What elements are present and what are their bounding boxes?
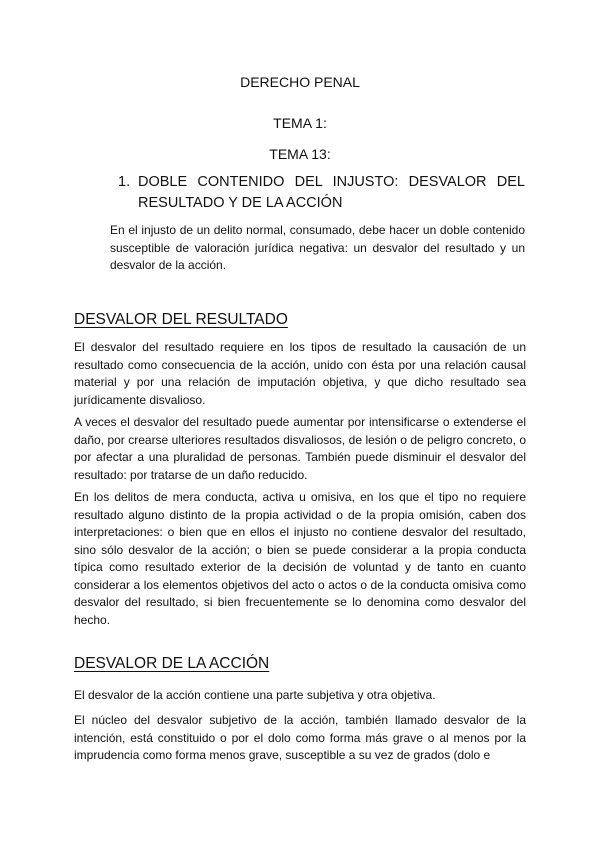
heading-number: 1. [118,174,131,190]
paragraph: El desvalor del resultado requiere en los tipos de resultado la causación de un resultado como consecuencia de la acción, unido con ésta por una relación causal material y por una relación de imputación objetiva, y que dicho resultado sea jurídicamente disvalioso. [74,340,526,407]
heading-text [138,172,525,214]
section-heading-desvalor-resultado: DESVALOR DEL RESULTADO [74,311,288,328]
tema-label-1: TEMA 1: [273,115,327,131]
paragraph: El núcleo del desvalor subjetivo de la acción, también llamado desvalor de la intención, está constituido o por el dolo como forma más grave o al menos por la imprudencia como forma menos grave, susceptible a su vez de grados (dolo e [74,713,526,762]
paragraph: El desvalor de la acción contiene una parte subjetiva y otra objetiva. [74,688,436,702]
paragraph: A veces el desvalor del resultado puede aumentar por intensificarse o extenderse el daño, por crearse ulteriores resultados disvaliosos, de lesión o de peligro concreto, o por afectar a una pluralidad de personas. También puede disminuir el desvalor del resultado: por tratarse de un daño reducido. [74,415,526,482]
paragraph: En los delitos de mera conducta, activa u omisiva, en los que el tipo no requiere resultado alguno distinto de la propia actividad o de la propia omisión, caben dos interpretaciones: o bien que en ellos el injusto no contiene desvalor del resultado, sino sólo desvalor de la acción; o bien se puede considerar a la propia conducta típica como resultado exterior de la decisión de voluntad y de tanto en cuanto considerar a los elementos objetivos del acto o actos o de la conducta omisiva como desvalor del resultado, si bien frecuentemente se lo denomina como desvalor del hecho. [74,490,526,627]
intro-paragraph: En el injusto de un delito normal, consumado, debe hacer un doble contenido susceptible de valoración jurídica negativa: un desvalor del resultado y un desvalor de la acción. [110,223,525,272]
numbered-heading [118,172,525,214]
section-heading-desvalor-accion: DESVALOR DE LA ACCIÓN [74,655,270,672]
tema-label-13: TEMA 13: [269,146,331,162]
document-title: DERECHO PENAL [240,74,360,90]
heading-line-1: DOBLE CONTENIDO DEL INJUSTO: DESVALOR DEL [138,174,525,190]
heading-line-2: RESULTADO Y DE LA ACCIÓN [138,195,343,211]
